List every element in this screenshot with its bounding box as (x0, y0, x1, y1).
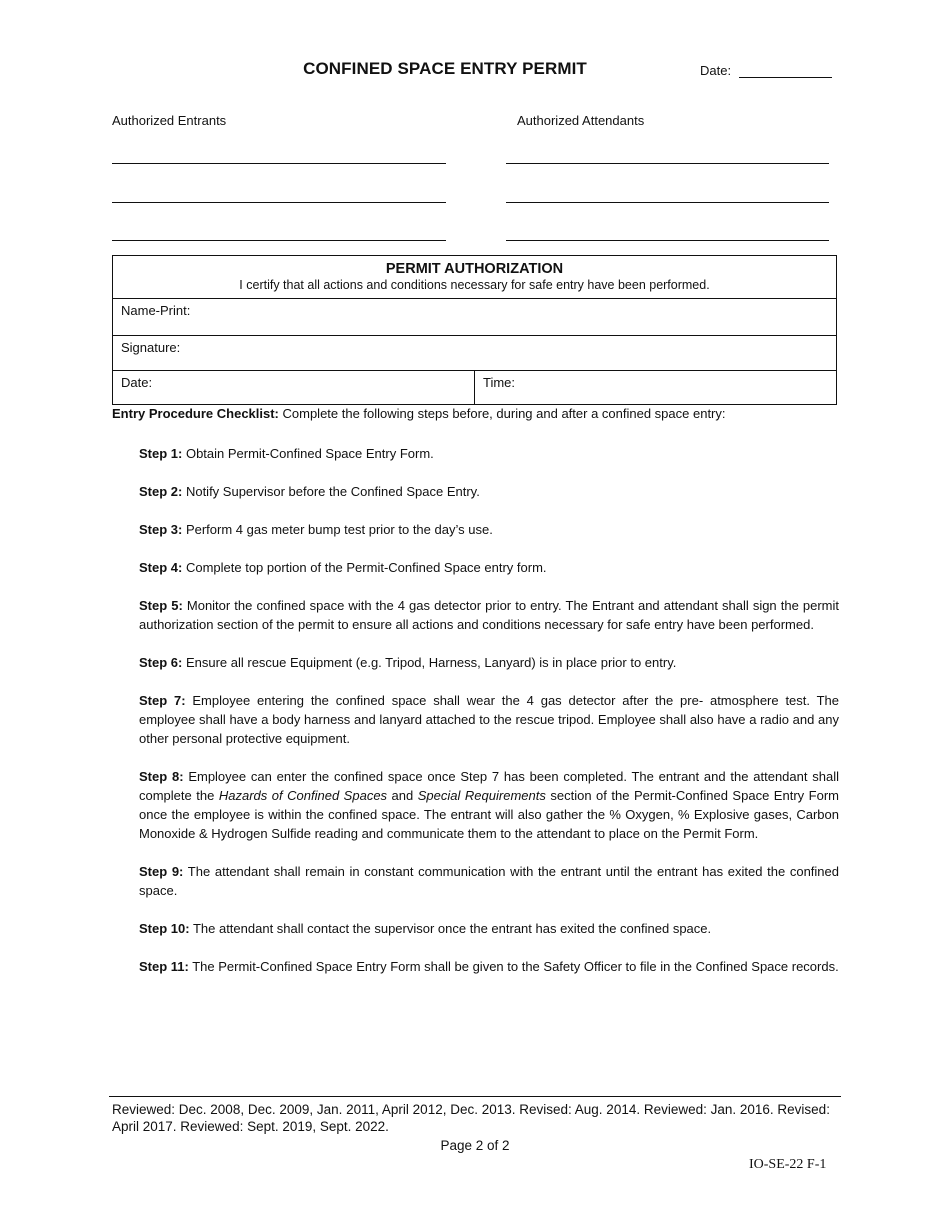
auth-date-field[interactable] (113, 371, 475, 404)
step-text: Employee can enter the confined space once Step 7 has been completed. The entrant and the attendant shall complete the (139, 769, 840, 803)
auth-time-label: Time: (483, 375, 516, 390)
header-date-field (700, 63, 832, 78)
step-text: The attendant shall remain in constant communication with the entrant until the entrant has exited the confined space. (139, 864, 839, 898)
step-6 (139, 653, 839, 672)
checklist-intro (112, 406, 842, 421)
step-text: and (387, 788, 418, 803)
step-4 (139, 558, 839, 577)
step-7 (139, 691, 839, 748)
step-text: Complete top portion of the Permit-Confined Space entry form. (182, 560, 547, 575)
name-print-label: Name-Print: (121, 303, 191, 318)
checklist-intro-text: Complete the following steps before, during and after a confined space entry: (278, 406, 726, 421)
step-text: Perform 4 gas meter bump test prior to the day’s use. (182, 522, 493, 537)
header-date-label: Date: (700, 63, 732, 78)
page-number: Page 2 of 2 (440, 1138, 510, 1153)
permit-authorization-header (113, 256, 836, 299)
step-label: Step 8: (139, 769, 184, 784)
step-text: Employee entering the confined space shall wear the 4 gas detector after the pre- atmosphere test. The employee shall have a body harness and lanyard attached to the rescue tripod. Employee shall also have a radio and any other personal protective equipment. (139, 693, 839, 746)
step-text: section of the Permit-Confined Space Entry Form once the employee is within the confined space. The entrant will also gather the % Oxygen, % Explosive gases, Carbon Monoxide & Hydrogen Sulfide reading and communicate them to the attendant to place on the Permit Form. (139, 788, 839, 841)
signature-field[interactable] (113, 336, 836, 371)
step-text: Ensure all rescue Equipment (e.g. Tripod, Harness, Lanyard) is in place prior to entry. (182, 655, 677, 670)
step-label: Step 3: (139, 522, 183, 537)
step-label: Step 4: (139, 560, 183, 575)
auth-time-field[interactable] (475, 371, 836, 404)
step-emphasis: Special Requirements (417, 788, 546, 803)
authorized-attendants-label: Authorized Attendants (517, 113, 645, 128)
step-9 (139, 862, 839, 900)
certification-statement: I certify that all actions and conditions necessary for safe entry have been performed. (239, 278, 710, 292)
step-label: Step 11: (139, 959, 189, 974)
attendant-line-2[interactable] (506, 202, 829, 203)
footer-rule (109, 1096, 841, 1097)
attendant-line-3[interactable] (506, 240, 829, 241)
permit-authorization-box (112, 255, 837, 405)
review-history: Reviewed: Dec. 2008, Dec. 2009, Jan. 2011, April 2012, Dec. 2013. Revised: Aug. 2014. Reviewed: Jan. 2016. Revised: April 2017. Reviewed: Sept. 2019, Sept. 2022. (112, 1102, 830, 1134)
page-title: CONFINED SPACE ENTRY PERMIT (303, 59, 587, 78)
step-label: Step 7: (139, 693, 186, 708)
step-label: Step 2: (139, 484, 183, 499)
step-text: Monitor the confined space with the 4 gas detector prior to entry. The Entrant and attendant shall sign the permit authorization section of the permit to ensure all actions and conditions necessary for safe entry have been performed. (139, 598, 839, 632)
step-label: Step 1: (139, 446, 183, 461)
step-2 (139, 482, 839, 501)
step-1 (139, 444, 839, 463)
step-label: Step 5: (139, 598, 183, 613)
step-text: Obtain Permit-Confined Space Entry Form. (182, 446, 434, 461)
step-label: Step 9: (139, 864, 184, 879)
entrant-line-3[interactable] (112, 240, 446, 241)
steps-list (139, 444, 839, 995)
permit-authorization-title: PERMIT AUTHORIZATION (385, 261, 564, 277)
form-code: IO-SE-22 F-1 (749, 1157, 827, 1172)
step-11 (139, 957, 839, 976)
step-5 (139, 596, 839, 634)
step-text: The Permit-Confined Space Entry Form shall be given to the Safety Officer to file in the Confined Space records. (188, 959, 839, 974)
authorized-entrants-label: Authorized Entrants (112, 113, 227, 128)
step-emphasis: Hazards of Confined Spaces (218, 788, 388, 803)
date-time-row (113, 371, 836, 404)
step-8 (139, 767, 839, 843)
header-date-line[interactable] (739, 65, 832, 78)
step-label: Step 10: (139, 921, 190, 936)
attendant-line-1[interactable] (506, 163, 829, 164)
step-10 (139, 919, 839, 938)
checklist-heading: Entry Procedure Checklist: (112, 406, 279, 421)
signature-label: Signature: (121, 340, 181, 355)
name-print-field[interactable] (113, 299, 836, 336)
entrant-line-2[interactable] (112, 202, 446, 203)
entrant-line-1[interactable] (112, 163, 446, 164)
step-3 (139, 520, 839, 539)
step-label: Step 6: (139, 655, 183, 670)
step-text: The attendant shall contact the supervisor once the entrant has exited the confined space. (189, 921, 712, 936)
auth-date-label: Date: (121, 375, 153, 390)
step-text: Notify Supervisor before the Confined Space Entry. (182, 484, 480, 499)
